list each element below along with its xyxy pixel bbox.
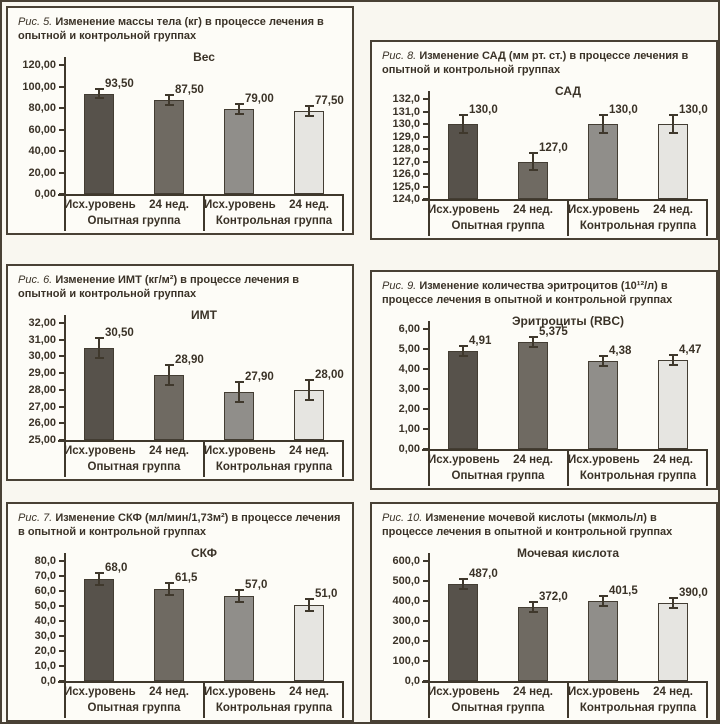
bar <box>658 360 688 449</box>
category-label: 24 нед. <box>149 199 189 211</box>
y-tick-label: 10,0 <box>34 660 56 672</box>
error-bar-bottom-cap <box>95 584 104 586</box>
figure-panel <box>370 40 718 240</box>
value-label: 87,50 <box>175 84 204 97</box>
error-bar <box>672 115 674 133</box>
bar <box>588 601 618 681</box>
category-label: Исх.уровень <box>568 454 640 466</box>
x-axis-area <box>58 681 344 719</box>
y-tick-label: 20,00 <box>28 166 56 179</box>
error-bar-top-cap <box>599 355 608 357</box>
error-bar-top-cap <box>235 381 244 383</box>
y-tick-label: 6,00 <box>398 323 420 335</box>
y-tick-label: 132,0 <box>392 93 420 105</box>
value-label: 390,0 <box>679 587 708 599</box>
y-tick-mark <box>59 620 64 622</box>
error-bar-bottom-cap <box>669 132 678 134</box>
bar <box>588 361 618 449</box>
y-tick-mark <box>423 173 428 175</box>
bar <box>448 584 478 681</box>
chart-title: СКФ <box>190 546 218 560</box>
y-axis <box>428 321 430 449</box>
error-bar-bottom-cap <box>95 97 104 99</box>
y-tick-label: 60,0 <box>34 585 56 597</box>
error-bar <box>532 153 534 171</box>
plot-area <box>372 93 716 205</box>
category-label: Исх.уровень <box>428 686 500 698</box>
error-bar-bottom-cap <box>599 132 608 134</box>
y-tick-mark <box>423 428 428 430</box>
value-label: 51,0 <box>315 587 338 600</box>
y-tick-label: 30,0 <box>34 630 56 642</box>
y-tick-mark <box>423 111 428 113</box>
category-label: 24 нед. <box>289 199 329 211</box>
plot-area <box>8 555 352 687</box>
error-bar-top-cap <box>95 337 104 339</box>
y-tick-label: 300,0 <box>392 615 420 627</box>
y-axis <box>428 553 430 681</box>
y-tick-mark <box>423 580 428 582</box>
group-label: Контрольная группа <box>215 702 333 714</box>
value-label: 4,47 <box>679 343 702 356</box>
y-tick-mark <box>59 107 64 109</box>
bar <box>84 579 114 681</box>
value-label: 79,00 <box>245 93 274 106</box>
y-tick-mark <box>59 560 64 562</box>
y-tick-mark <box>423 660 428 662</box>
error-bar-top-cap <box>599 595 608 597</box>
category-label: 24 нед. <box>653 204 693 216</box>
bar <box>448 351 478 449</box>
y-tick-label: 29,00 <box>28 367 56 380</box>
category-label: 24 нед. <box>513 454 553 466</box>
chart-title: ИМТ <box>191 308 217 322</box>
error-bar-bottom-cap <box>459 588 468 590</box>
bar <box>154 100 184 194</box>
bar <box>84 348 114 440</box>
y-tick-label: 5,00 <box>398 343 420 355</box>
y-tick-mark <box>59 635 64 637</box>
value-label: 130,0 <box>679 104 708 117</box>
error-bar-top-cap <box>529 601 538 603</box>
bar <box>658 603 688 681</box>
bar <box>84 94 114 195</box>
y-tick-label: 25,00 <box>28 434 56 446</box>
y-tick-label: 30,00 <box>28 350 56 363</box>
category-label: 24 нед. <box>653 686 693 698</box>
y-tick-label: 600,0 <box>392 555 420 567</box>
figure-caption <box>372 272 716 312</box>
group-label: Опытная группа <box>451 470 545 482</box>
bar <box>658 124 688 199</box>
y-tick-mark <box>59 355 64 357</box>
group-label: Контрольная группа <box>215 461 333 473</box>
plot-area <box>372 555 716 687</box>
value-label: 93,50 <box>105 77 134 90</box>
y-tick-label: 400,0 <box>392 595 420 607</box>
y-axis <box>64 315 66 440</box>
y-tick-label: 20,0 <box>34 645 56 657</box>
y-tick-mark <box>423 161 428 163</box>
plot-area <box>8 59 352 200</box>
y-tick-mark <box>59 322 64 324</box>
y-tick-mark <box>59 129 64 131</box>
y-tick-label: 126,0 <box>392 168 420 180</box>
y-tick-label: 70,0 <box>34 570 56 582</box>
chart-title: САД <box>554 84 582 98</box>
x-axis-area <box>58 440 344 478</box>
y-tick-label: 100,0 <box>392 655 420 667</box>
error-bar-bottom-cap <box>459 355 468 357</box>
bar <box>224 596 254 682</box>
error-bar-top-cap <box>529 152 538 154</box>
y-tick-mark <box>423 136 428 138</box>
y-tick-mark <box>423 600 428 602</box>
chart-title: Эритроциты (RBC) <box>512 314 624 328</box>
group-label: Контрольная группа <box>579 220 697 232</box>
y-tick-label: 0,0 <box>404 675 420 687</box>
figure-caption <box>372 42 716 82</box>
error-bar <box>98 338 100 358</box>
error-bar <box>462 115 464 133</box>
figure-panel <box>6 6 354 235</box>
y-tick-label: 31,00 <box>28 333 56 346</box>
y-tick-mark <box>423 348 428 350</box>
figure-number: Рис. 5. <box>18 16 53 28</box>
y-axis <box>64 553 66 681</box>
figure-caption <box>8 266 352 306</box>
error-bar-top-cap <box>669 114 678 116</box>
error-bar-bottom-cap <box>669 607 678 609</box>
error-bar-bottom-cap <box>165 384 174 386</box>
error-bar-bottom-cap <box>165 104 174 106</box>
y-tick-mark <box>423 620 428 622</box>
error-bar-top-cap <box>599 114 608 116</box>
error-bar-top-cap <box>235 589 244 591</box>
value-label: 4,91 <box>469 334 492 347</box>
figure-caption-text: Изменение мочевой кислоты (мкмоль/л) в процессе лечения в опытной и контрольной группах <box>382 512 673 538</box>
y-tick-mark <box>423 123 428 125</box>
y-tick-mark <box>59 150 64 152</box>
y-tick-label: 4,00 <box>398 363 420 375</box>
error-bar <box>308 380 310 400</box>
error-bar-top-cap <box>95 572 104 574</box>
error-bar-top-cap <box>459 114 468 116</box>
value-label: 487,0 <box>469 567 498 580</box>
y-tick-label: 125,0 <box>392 180 420 193</box>
error-bar <box>602 115 604 133</box>
figure-number: Рис. 6. <box>18 274 53 286</box>
figure-caption-text: Изменение массы тела (кг) в процессе лечения в опытной и контрольной группах <box>18 16 324 42</box>
y-tick-label: 131,0 <box>392 105 420 118</box>
figure-number: Рис. 10. <box>382 512 423 524</box>
y-tick-label: 124,0 <box>392 193 420 205</box>
figure-caption-text: Изменение ИМТ (кг/м²) в процессе лечения в опытной и контрольной группах <box>18 274 300 300</box>
figure-caption-text: Изменение СКФ (мл/мин/1,73м²) в процессе лечения в опытной и контрольной группах <box>18 512 341 538</box>
y-tick-label: 120,00 <box>22 59 56 71</box>
error-bar-bottom-cap <box>235 401 244 403</box>
value-label: 28,00 <box>315 368 344 381</box>
error-bar-bottom-cap <box>95 357 104 359</box>
category-label: Исх.уровень <box>428 204 500 216</box>
y-tick-mark <box>423 408 428 410</box>
figure-caption <box>8 504 352 544</box>
figure-number: Рис. 8. <box>382 50 417 62</box>
group-label: Контрольная группа <box>215 215 333 227</box>
chart-title: Вес <box>193 50 215 64</box>
figure-panel <box>6 264 354 481</box>
bar <box>154 589 184 681</box>
y-tick-label: 60,00 <box>28 123 56 136</box>
error-bar-top-cap <box>165 364 174 366</box>
value-label: 130,0 <box>469 104 498 117</box>
error-bar-top-cap <box>669 597 678 599</box>
figure-panel <box>6 502 354 722</box>
category-label: 24 нед. <box>513 686 553 698</box>
y-tick-mark <box>59 372 64 374</box>
bar <box>448 124 478 199</box>
value-label: 4,38 <box>609 345 632 358</box>
y-tick-label: 0,00 <box>398 443 420 455</box>
value-label: 372,0 <box>539 590 568 603</box>
x-axis-area <box>58 194 344 232</box>
y-axis <box>64 57 66 194</box>
category-label: Исх.уровень <box>64 199 136 211</box>
y-tick-mark <box>59 605 64 607</box>
value-label: 401,5 <box>609 584 638 597</box>
error-bar-bottom-cap <box>459 132 468 134</box>
y-tick-mark <box>423 640 428 642</box>
error-bar-bottom-cap <box>599 605 608 607</box>
y-tick-label: 0,00 <box>34 188 56 200</box>
category-label: 24 нед. <box>149 445 189 457</box>
error-bar-top-cap <box>165 582 174 584</box>
category-label: 24 нед. <box>289 445 329 457</box>
y-tick-mark <box>423 388 428 390</box>
value-label: 28,90 <box>175 353 204 366</box>
figure-panel <box>370 502 718 722</box>
error-bar-bottom-cap <box>669 364 678 366</box>
y-tick-label: 100,00 <box>22 80 56 93</box>
error-bar-bottom-cap <box>529 169 538 171</box>
figure-caption-text: Изменение САД (мм рт. ст.) в процессе лечения в опытной и контрольной группах <box>382 50 689 76</box>
value-label: 57,0 <box>245 578 268 591</box>
plot-area <box>372 323 716 455</box>
y-tick-label: 26,00 <box>28 417 56 430</box>
y-axis <box>428 91 430 199</box>
y-tick-mark <box>59 389 64 391</box>
value-label: 30,50 <box>105 327 134 340</box>
error-bar-bottom-cap <box>529 346 538 348</box>
y-tick-label: 28,00 <box>28 383 56 396</box>
y-tick-mark <box>59 665 64 667</box>
y-tick-label: 500,0 <box>392 575 420 587</box>
chart-title: Мочевая кислота <box>517 546 619 560</box>
category-label: Исх.уровень <box>568 204 640 216</box>
category-label: Исх.уровень <box>204 199 276 211</box>
y-tick-label: 2,00 <box>398 403 420 415</box>
error-bar-bottom-cap <box>305 399 314 401</box>
error-bar <box>168 365 170 385</box>
category-label: 24 нед. <box>513 204 553 216</box>
y-tick-mark <box>59 422 64 424</box>
bar <box>588 124 618 199</box>
figure-number: Рис. 7. <box>18 512 53 524</box>
figure-number: Рис. 9. <box>382 280 417 292</box>
group-label: Опытная группа <box>87 215 181 227</box>
error-bar-top-cap <box>459 578 468 580</box>
group-label: Опытная группа <box>87 702 181 714</box>
error-bar <box>238 382 240 402</box>
y-tick-label: 1,00 <box>398 423 420 435</box>
group-label: Опытная группа <box>451 220 545 232</box>
category-label: Исх.уровень <box>64 686 136 698</box>
group-label: Опытная группа <box>451 702 545 714</box>
y-tick-mark <box>423 148 428 150</box>
category-label: Исх.уровень <box>204 686 276 698</box>
y-tick-mark <box>59 172 64 174</box>
figure-panel <box>370 270 718 490</box>
y-tick-mark <box>59 590 64 592</box>
y-tick-label: 27,00 <box>28 400 56 413</box>
category-label: 24 нед. <box>653 454 693 466</box>
error-bar-top-cap <box>95 88 104 90</box>
value-label: 77,50 <box>315 94 344 107</box>
group-label: Контрольная группа <box>579 702 697 714</box>
category-label: Исх.уровень <box>204 445 276 457</box>
y-tick-mark <box>59 650 64 652</box>
y-tick-mark <box>59 575 64 577</box>
error-bar-top-cap <box>305 598 314 600</box>
y-tick-label: 128,0 <box>392 143 420 155</box>
y-tick-mark <box>423 368 428 370</box>
error-bar-bottom-cap <box>305 115 314 117</box>
category-label: Исх.уровень <box>428 454 500 466</box>
error-bar-top-cap <box>305 105 314 107</box>
bar <box>518 342 548 450</box>
value-label: 61,5 <box>175 571 198 584</box>
value-label: 5,375 <box>539 325 568 338</box>
y-tick-mark <box>423 186 428 188</box>
error-bar-bottom-cap <box>599 365 608 367</box>
value-label: 27,90 <box>245 370 274 383</box>
category-label: Исх.уровень <box>64 445 136 457</box>
error-bar-bottom-cap <box>165 594 174 596</box>
figure-caption <box>372 504 716 544</box>
x-axis-area <box>422 449 708 487</box>
category-label: Исх.уровень <box>568 686 640 698</box>
group-label: Опытная группа <box>87 461 181 473</box>
y-tick-label: 129,0 <box>392 130 420 143</box>
category-label: 24 нед. <box>149 686 189 698</box>
figure-caption <box>8 8 352 48</box>
error-bar-bottom-cap <box>529 611 538 613</box>
group-label: Контрольная группа <box>579 470 697 482</box>
value-label: 127,0 <box>539 141 568 154</box>
y-tick-mark <box>423 98 428 100</box>
y-tick-label: 130,0 <box>392 118 420 130</box>
y-tick-label: 80,0 <box>34 555 56 567</box>
y-tick-mark <box>423 328 428 330</box>
y-tick-label: 3,00 <box>398 383 420 395</box>
plot-area <box>8 317 352 446</box>
bar <box>294 605 324 682</box>
error-bar-bottom-cap <box>235 601 244 603</box>
y-tick-mark <box>59 406 64 408</box>
error-bar-top-cap <box>669 354 678 356</box>
y-tick-label: 32,00 <box>28 317 56 329</box>
bar <box>224 109 254 194</box>
y-tick-label: 40,0 <box>34 615 56 627</box>
x-axis-area <box>422 199 708 237</box>
error-bar-top-cap <box>165 94 174 96</box>
y-tick-label: 80,00 <box>28 102 56 114</box>
y-tick-mark <box>59 64 64 66</box>
y-tick-mark <box>423 560 428 562</box>
bar <box>518 607 548 681</box>
error-bar-top-cap <box>235 103 244 105</box>
error-bar-bottom-cap <box>235 113 244 115</box>
value-label: 130,0 <box>609 104 638 117</box>
error-bar-bottom-cap <box>305 610 314 612</box>
y-tick-label: 200,0 <box>392 635 420 647</box>
x-axis-area <box>422 681 708 719</box>
y-tick-label: 50,0 <box>34 600 56 612</box>
category-label: 24 нед. <box>289 686 329 698</box>
y-tick-mark <box>59 339 64 341</box>
y-tick-label: 127,0 <box>392 155 420 168</box>
error-bar-top-cap <box>529 336 538 338</box>
y-tick-mark <box>59 86 64 88</box>
error-bar-top-cap <box>305 379 314 381</box>
y-tick-label: 0,0 <box>40 675 56 687</box>
error-bar-top-cap <box>459 345 468 347</box>
value-label: 68,0 <box>105 562 128 574</box>
figure-caption-text: Изменение количества эритроцитов (10¹²/л) в процессе лечения в опытной и контрольной группах <box>382 280 673 306</box>
y-tick-label: 40,00 <box>28 145 56 157</box>
bar <box>294 111 324 194</box>
